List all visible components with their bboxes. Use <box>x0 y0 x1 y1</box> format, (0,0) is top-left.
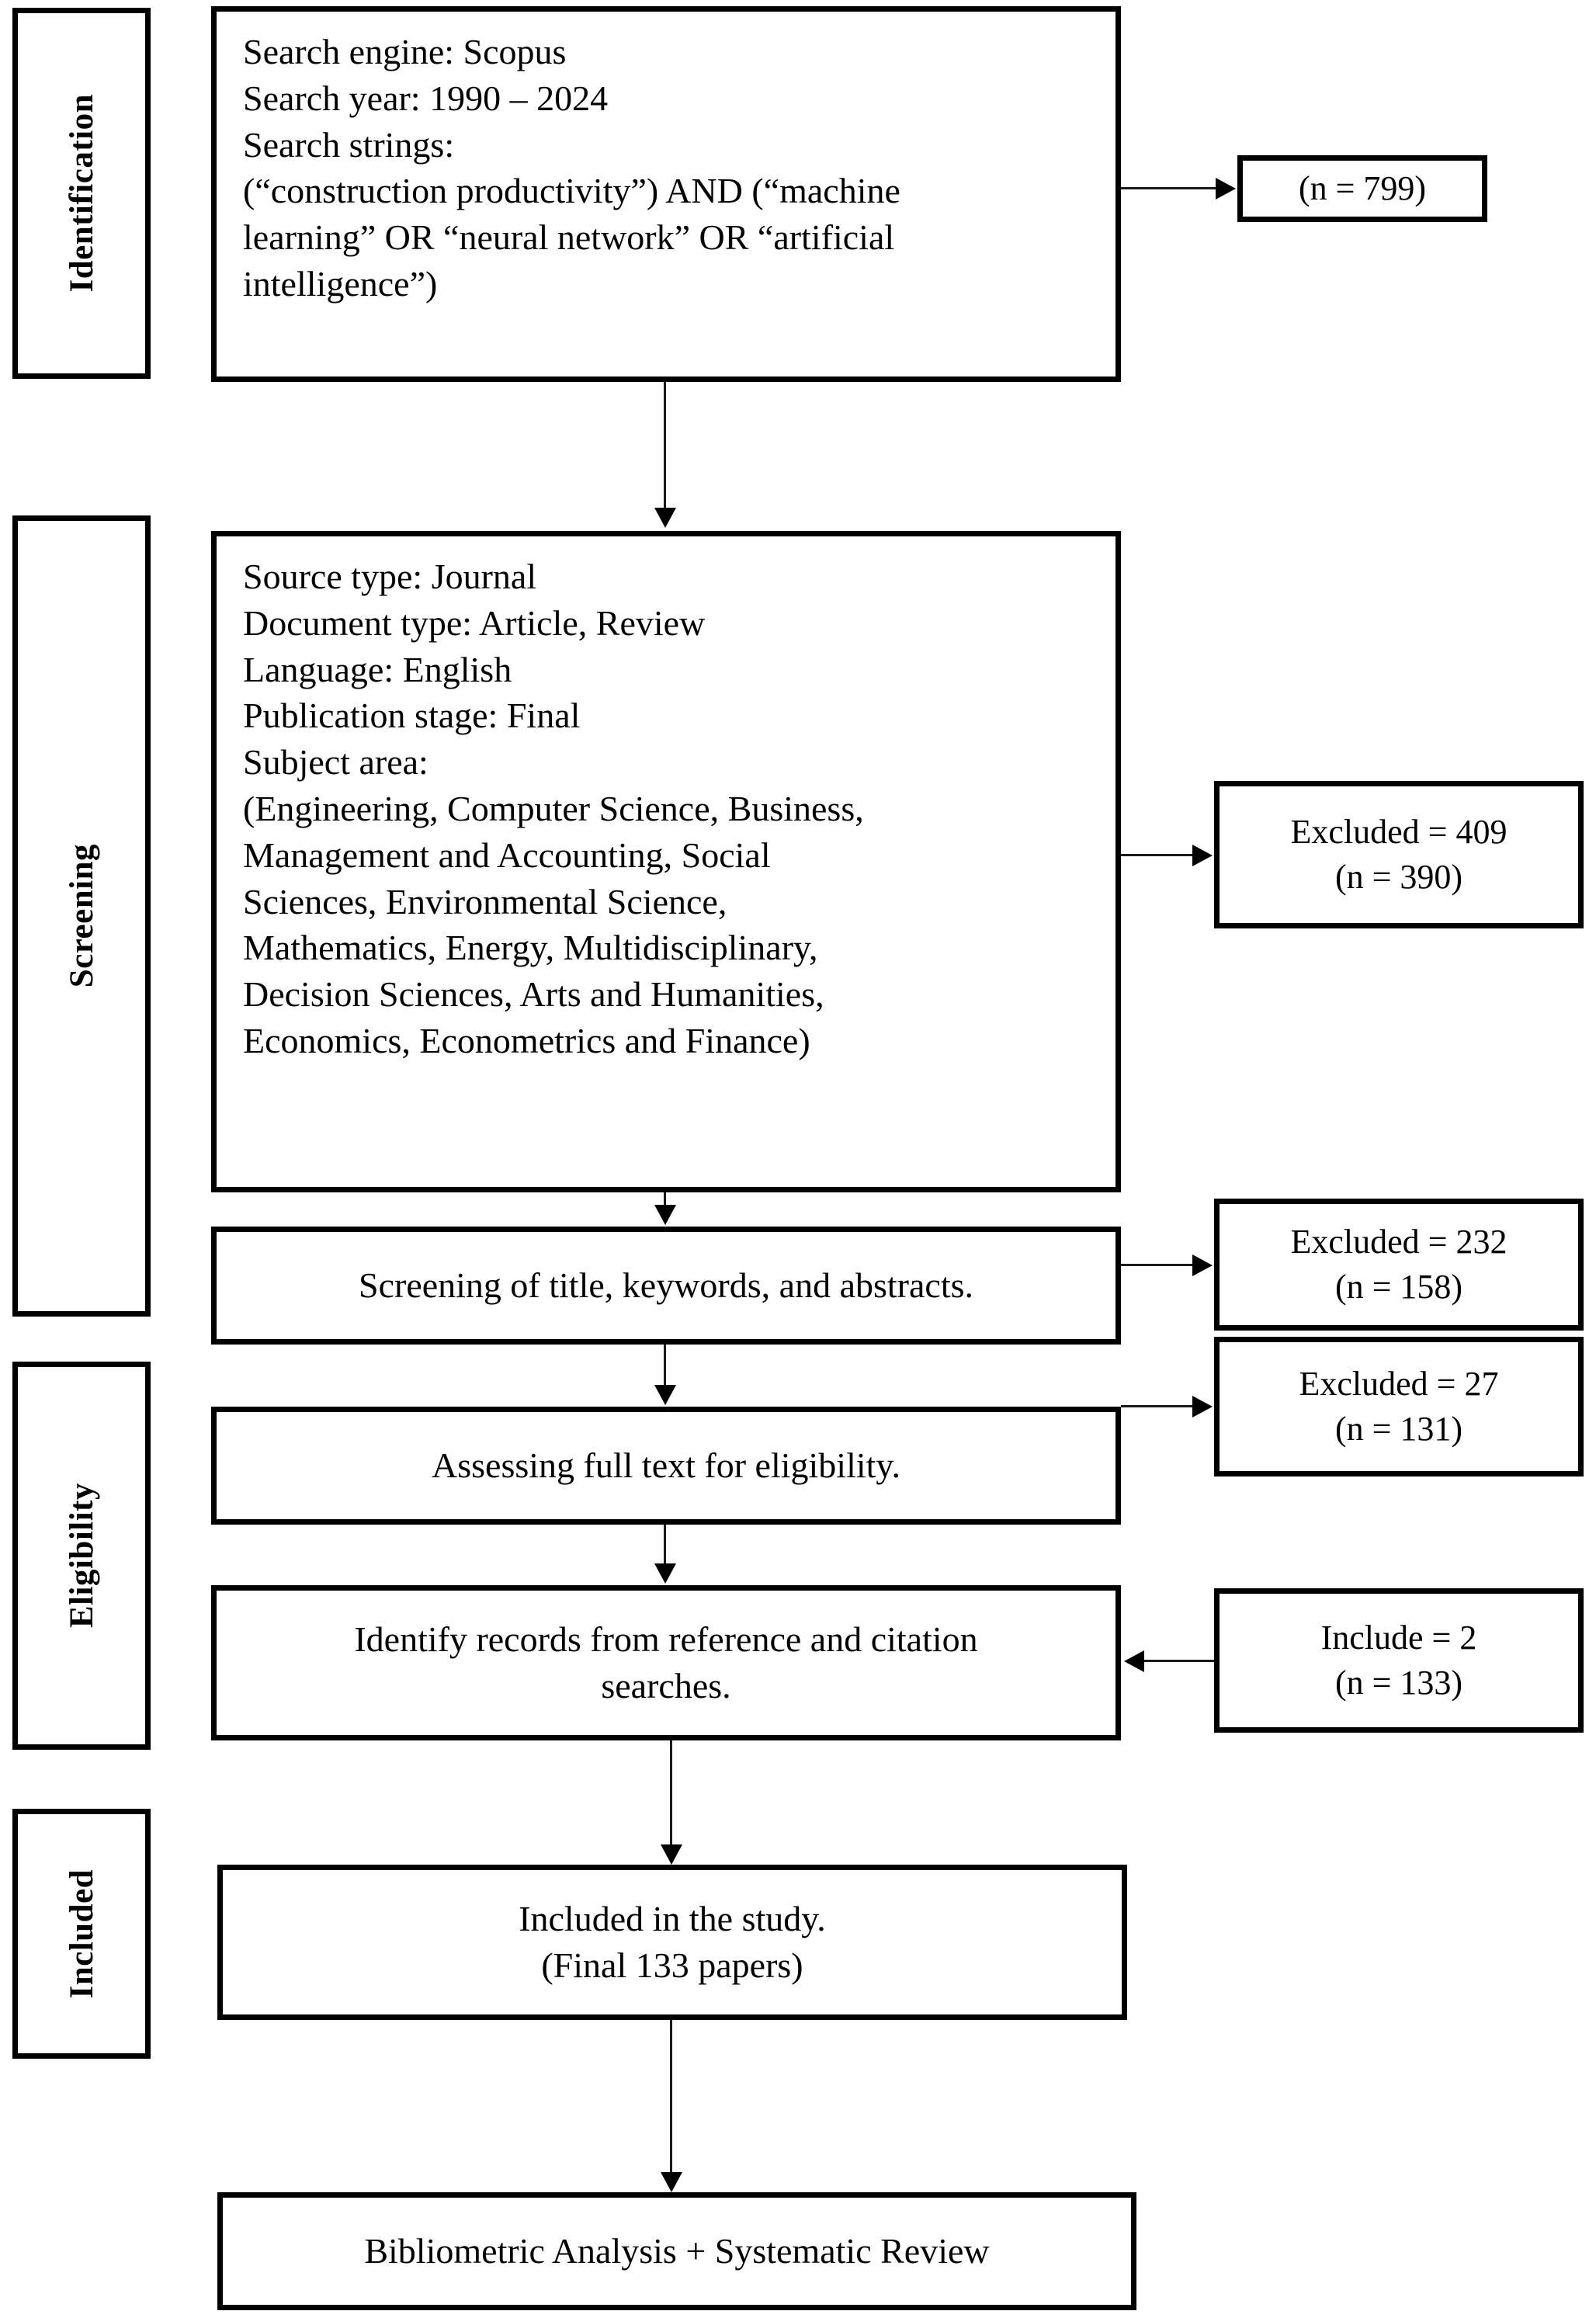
text-line: Document type: Article, Review <box>243 602 706 643</box>
stage-box-eligibility <box>12 1362 151 1750</box>
arrow-title-screening-to-full-text <box>654 1385 676 1405</box>
text-line: (n = 390) <box>1334 858 1463 896</box>
connector-identification-to-records-found <box>1121 187 1217 189</box>
connector-included-extra-to-reference-search <box>1144 1660 1214 1662</box>
text-line: Search strings: <box>243 124 455 165</box>
text-line: (“construction productivity”) AND (“machine <box>243 171 900 211</box>
text-line: Management and Accounting, Social <box>243 835 771 875</box>
stage-box-screening <box>12 515 151 1317</box>
text-line: Decision Sciences, Arts and Humanities, <box>243 974 824 1015</box>
box-identification-search <box>211 6 1121 382</box>
arrow-identification-to-records-found <box>1216 178 1236 200</box>
box-excluded-by-fulltext <box>1214 1337 1584 1477</box>
text-line: Economics, Econometrics and Finance) <box>243 1020 810 1060</box>
connector-title-screening-to-excluded <box>1121 1264 1194 1266</box>
stage-label-eligibility: Eligibility <box>63 1483 100 1629</box>
arrow-full-text-to-excluded <box>1192 1396 1213 1418</box>
stage-label-included: Included <box>63 1869 100 1999</box>
text-line: Excluded = 409 <box>1290 812 1508 851</box>
stage-label-identification: Identification <box>63 94 100 293</box>
arrow-identification-to-screening <box>654 508 676 528</box>
text-line: Mathematics, Energy, Multidisciplinary, <box>243 928 818 968</box>
connector-reference-search-to-included <box>670 1740 672 1844</box>
text-line: Included in the study. <box>519 1899 826 1939</box>
box-bibliometric-systematic-review <box>217 2192 1136 2310</box>
connector-title-screening-to-full-text <box>664 1345 666 1385</box>
arrow-screening-to-excluded-criteria <box>1192 845 1213 866</box>
text-line: Assessing full text for eligibility. <box>432 1445 900 1486</box>
box-title-screening <box>211 1227 1121 1345</box>
text-line: Language: English <box>243 649 512 689</box>
box-included-in-study <box>217 1865 1127 2020</box>
text-line: Bibliometric Analysis + Systematic Review <box>364 2231 990 2271</box>
stage-label-screening: Screening <box>63 844 100 988</box>
text-line: Include = 2 <box>1320 1618 1477 1657</box>
arrow-included-to-output <box>661 2172 682 2192</box>
text-line: Search year: 1990 – 2024 <box>243 78 609 118</box>
text-line: searches. <box>601 1666 731 1706</box>
text-line: learning” OR “neural network” OR “artificial <box>243 217 895 258</box>
text-line: (Engineering, Computer Science, Business, <box>243 788 864 828</box>
box-reference-citation-search-text <box>217 1591 1115 1735</box>
text-line: Subject area: <box>243 742 428 782</box>
text-line: intelligence”) <box>243 263 438 304</box>
box-full-text-eligibility <box>211 1407 1121 1525</box>
arrow-screening-to-title-screening <box>654 1205 676 1225</box>
box-screening-criteria <box>211 531 1121 1192</box>
text-line: Excluded = 232 <box>1290 1222 1508 1261</box>
text-line: Search engine: Scopus <box>243 32 567 71</box>
text-line: Identify records from reference and citation <box>354 1619 978 1660</box>
text-line: (n = 158) <box>1334 1268 1463 1306</box>
box-title-screening-text <box>217 1232 1115 1339</box>
box-excluded-by-title <box>1214 1199 1584 1331</box>
arrow-title-screening-to-excluded <box>1192 1254 1213 1276</box>
connector-screening-to-excluded-criteria <box>1121 854 1194 856</box>
box-reference-citation-search <box>211 1585 1121 1740</box>
stage-box-included <box>12 1809 151 2059</box>
text-line: Publication stage: Final <box>243 696 581 736</box>
connector-full-text-to-reference-search <box>664 1525 666 1563</box>
connector-included-to-output <box>670 2020 672 2172</box>
connector-identification-to-screening <box>664 382 666 508</box>
box-records-found <box>1237 155 1487 222</box>
text-line: Screening of title, keywords, and abstracts. <box>359 1265 973 1306</box>
box-included-from-references <box>1214 1588 1584 1733</box>
arrow-reference-search-to-included <box>661 1844 682 1865</box>
box-screening-criteria-text <box>217 536 1115 1081</box>
text-line: (n = 131) <box>1334 1410 1463 1448</box>
box-excluded-by-criteria <box>1214 781 1584 928</box>
text-line: Excluded = 27 <box>1299 1364 1499 1403</box>
box-identification-search-text <box>217 12 1115 324</box>
box-included-in-study-text <box>223 1870 1122 2014</box>
arrow-included-extra-to-reference-search <box>1124 1650 1144 1672</box>
box-full-text-eligibility-text <box>217 1412 1115 1519</box>
text-line: Sciences, Environmental Science, <box>243 881 727 921</box>
arrow-full-text-to-reference-search <box>654 1563 676 1584</box>
text-line: (Final 133 papers) <box>541 1945 803 1985</box>
box-bibliometric-systematic-review-text <box>223 2198 1131 2305</box>
connector-full-text-to-excluded <box>1121 1405 1194 1407</box>
text-line: (n = 799) <box>1298 168 1427 207</box>
stage-box-identification <box>12 8 151 379</box>
text-line: (n = 133) <box>1334 1664 1463 1702</box>
text-line: Source type: Journal <box>243 557 537 596</box>
